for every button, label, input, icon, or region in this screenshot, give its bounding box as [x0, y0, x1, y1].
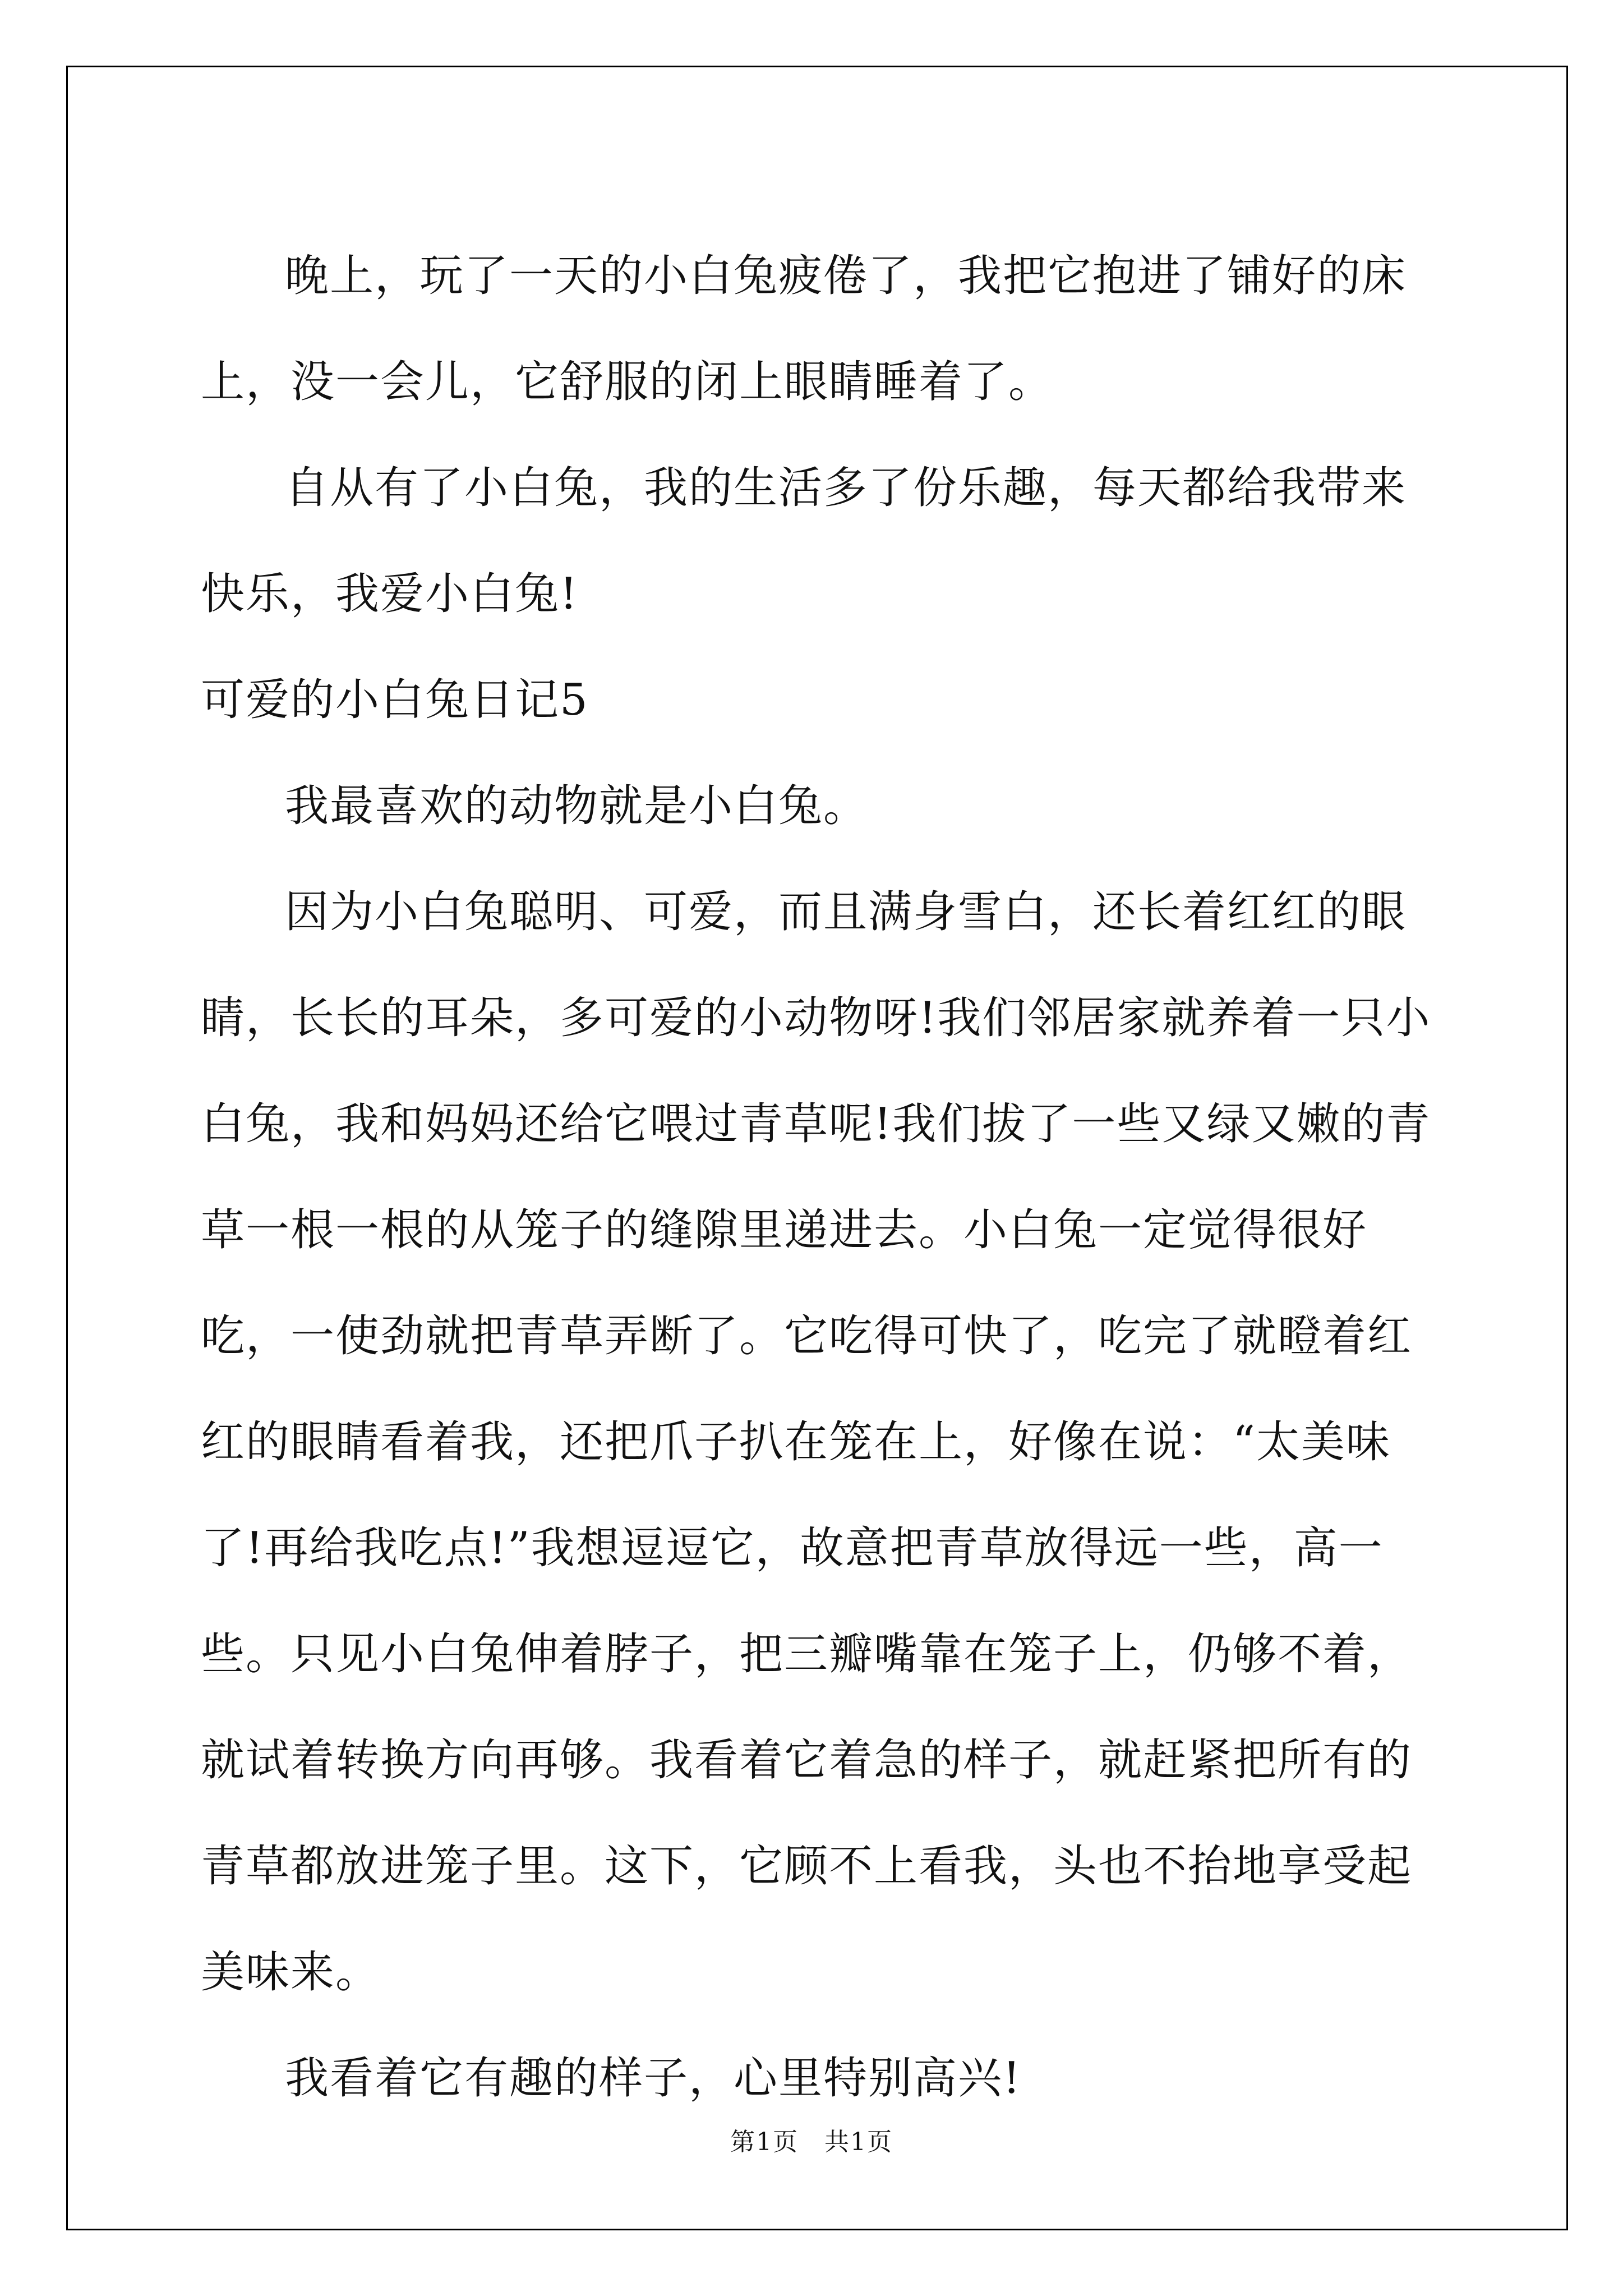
- paragraph-4: 因为小白兔聪明、可爱，而且满身雪白，还长着红红的眼睛，长长的耳朵，多可爱的小动物呀!我们邻居家就养着一只小白兔，我和妈妈还给它喂过青草呢!我们拔了一些又绿又嫩的青草一根一根的从笼子的缝隙里递进去。小白兔一定觉得很好吃，一使劲就把青草弄断了。它吃得可快了，吃完了就瞪着红红的眼睛看着我，还把爪子扒在笼在上，好像在说：“太美味了!再给我吃点!”我想逗逗它，故意把青草放得远一些，高一些。只见小白兔伸着脖子，把三瓣嘴靠在笼子上，仍够不着，就试着转换方向再够。我看着它着急的样子，就赶紧把所有的青草都放进笼子里。这下，它顾不上看我，头也不抬地享受起美味来。: [201, 887, 1431, 1998]
- paragraph-2: 自从有了小白兔，我的生活多了份乐趣，每天都给我带来快乐，我爱小白兔!: [201, 463, 1407, 619]
- paragraph-5: 我看着它有趣的样子，心里特别高兴!: [285, 2053, 1022, 2104]
- section-heading: 可爱的小白兔日记5: [201, 675, 589, 725]
- page-footer: 第1页 共1页: [730, 2128, 893, 2156]
- document-body: [201, 223, 1435, 2132]
- paragraph-3: 我最喜欢的动物就是小白兔。: [285, 781, 869, 831]
- paragraph-1: 晚上，玩了一天的小白兔疲倦了，我把它抱进了铺好的床上，没一会儿，它舒服的闭上眼睛睡着了。: [201, 251, 1407, 407]
